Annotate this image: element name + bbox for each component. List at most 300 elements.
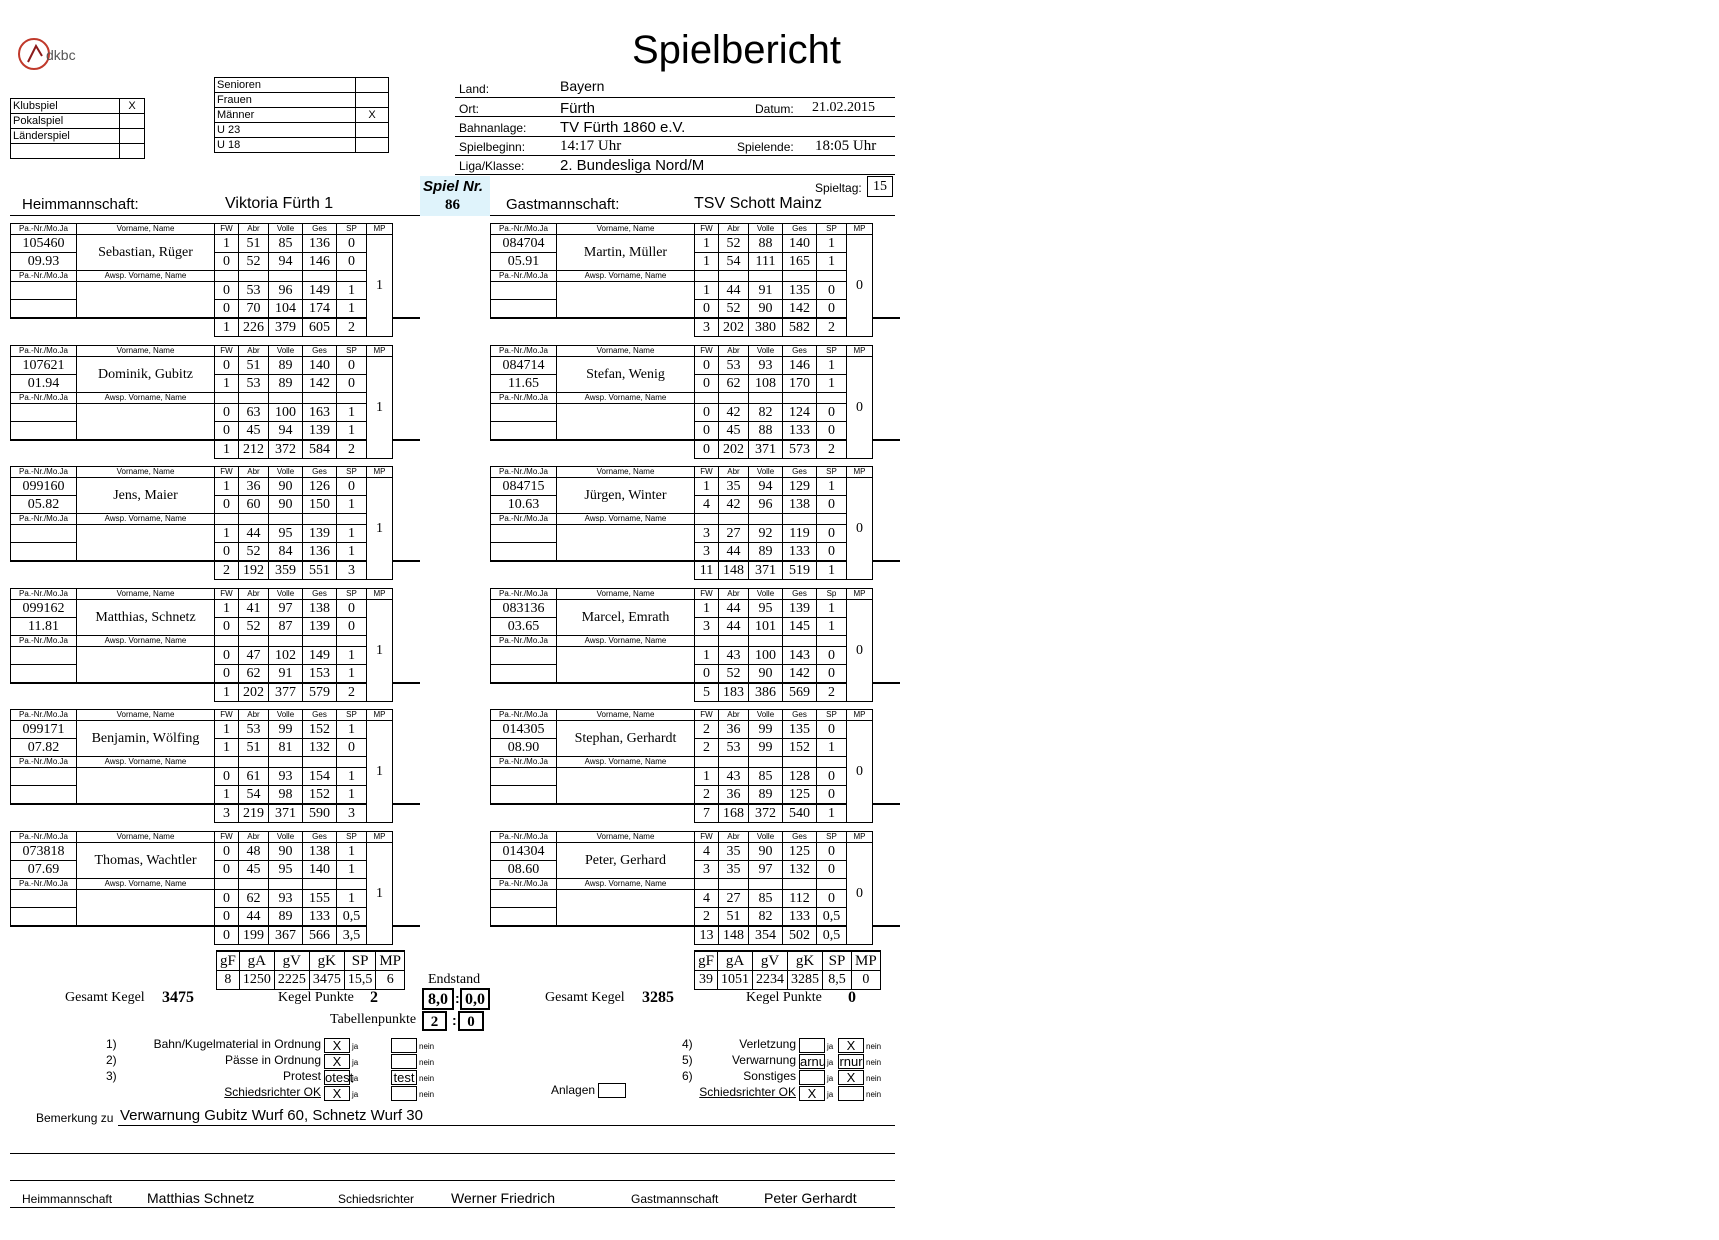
nein-label: nein [419, 1074, 435, 1083]
empty-cell [749, 392, 783, 403]
score-cell: 138 [783, 496, 817, 514]
empty-cell [269, 271, 303, 282]
guest-team-name: TSV Schott Mainz [694, 195, 823, 212]
sig-ref-name: Werner Friedrich [451, 1190, 555, 1206]
score-cell: 145 [783, 617, 817, 635]
empty-cell [303, 878, 337, 889]
score-cell: 1 [337, 786, 367, 805]
nein-label: nein [419, 1090, 435, 1099]
score-cell: 111 [749, 253, 783, 271]
total-mp-empty [393, 683, 421, 702]
sub-name-cell [77, 403, 215, 440]
score-cell: 53 [239, 721, 269, 739]
score-cell: 133 [783, 543, 817, 562]
anlagen-box[interactable] [598, 1083, 626, 1098]
player-birth: 08.60 [491, 860, 557, 878]
score-cell: 90 [749, 300, 783, 319]
check-number: 2) [106, 1053, 117, 1067]
score-cell: 1 [337, 496, 367, 514]
score-cell: 96 [269, 282, 303, 300]
land-value: Bayern [560, 78, 605, 94]
name-header: Vorname, Name [557, 588, 695, 599]
empty-cell [783, 271, 817, 282]
sub-name-header: Awsp. Vorname, Name [557, 271, 695, 282]
player-name: Sebastian, Rüger [77, 235, 215, 271]
total-cell: 359 [269, 561, 303, 580]
score-cell: 0 [337, 478, 367, 496]
total-cell: 3 [215, 804, 239, 823]
score-cell: 0 [817, 282, 847, 300]
sub-pa-header: Pa.-Nr./Mo.Ja [491, 757, 557, 768]
home-team-label: Heimmannschaft: [22, 196, 139, 213]
pa-header: Pa.-Nr./Mo.Ja [491, 710, 557, 721]
sum-header: gF [217, 951, 240, 971]
ges-header: Ges [783, 467, 817, 478]
score-cell: 44 [239, 525, 269, 543]
total-cell: 212 [239, 440, 269, 459]
pa-header: Pa.-Nr./Mo.Ja [11, 831, 77, 842]
score-cell: 108 [749, 374, 783, 392]
score-cell: 143 [783, 646, 817, 664]
score-cell: 35 [719, 842, 749, 860]
score-cell: 43 [719, 646, 749, 664]
total-spacer [491, 440, 695, 459]
total-cell: 2 [817, 683, 847, 702]
spielnr-label: Spiel Nr. [423, 178, 484, 195]
category-mark[interactable] [356, 93, 389, 108]
sub-name-cell [77, 646, 215, 683]
score-cell: 36 [719, 786, 749, 805]
sub-pa-header: Pa.-Nr./Mo.Ja [11, 878, 77, 889]
total-cell: 219 [239, 804, 269, 823]
score-cell: 70 [239, 300, 269, 319]
total-cell: 584 [303, 440, 337, 459]
score-cell: 35 [719, 478, 749, 496]
total-cell: 1 [817, 804, 847, 823]
score-cell: 91 [269, 664, 303, 683]
score-cell: 1 [215, 525, 239, 543]
score-cell: 149 [303, 282, 337, 300]
total-cell: 1 [817, 561, 847, 580]
score-cell: 1 [215, 478, 239, 496]
total-mp-empty [393, 318, 421, 337]
score-cell: 1 [337, 664, 367, 683]
total-spacer [11, 926, 215, 945]
ende-value: 18:05 Uhr [815, 138, 877, 154]
total-cell: 371 [749, 440, 783, 459]
total-spacer [491, 318, 695, 337]
mp-header: MP [367, 224, 393, 235]
bahn-value: TV Fürth 1860 e.V. [560, 119, 686, 136]
sum-header: MP [376, 951, 405, 971]
player-mp: 0 [847, 356, 873, 458]
ja-label: ja [827, 1058, 834, 1067]
spieltag-value: 15 [867, 176, 893, 197]
total-cell: 192 [239, 561, 269, 580]
total-cell: 502 [783, 926, 817, 945]
player-mp: 0 [847, 478, 873, 580]
score-cell: 0 [817, 889, 847, 907]
total-cell: 1 [215, 683, 239, 702]
score-cell: 45 [239, 860, 269, 878]
player-pass-number: 073818 [11, 842, 77, 860]
score-cell: 94 [749, 478, 783, 496]
empty-cell [695, 392, 719, 403]
check-ja-box[interactable] [799, 1070, 825, 1085]
sub-pa-header: Pa.-Nr./Mo.Ja [11, 392, 77, 403]
score-cell: 150 [303, 496, 337, 514]
score-cell: 62 [719, 374, 749, 392]
score-cell: 102 [269, 646, 303, 664]
ges-header: Ges [783, 831, 817, 842]
score-cell: 54 [239, 786, 269, 805]
game-type-label [11, 144, 120, 159]
score-cell: 0 [215, 860, 239, 878]
player-birth: 08.90 [491, 739, 557, 757]
sub-name-cell [557, 403, 695, 440]
sum-header: gF [695, 951, 718, 971]
score-cell: 133 [303, 907, 337, 926]
endstand-guest: 0,0 [460, 988, 490, 1010]
player-pass-number: 084714 [491, 356, 557, 374]
sig-home-name: Matthias Schnetz [147, 1190, 255, 1206]
check-nein-box[interactable]: rnur [839, 1054, 863, 1069]
score-cell: 0 [817, 721, 847, 739]
score-cell: 90 [269, 496, 303, 514]
name-header: Vorname, Name [77, 345, 215, 356]
sub-pass-cell [491, 543, 557, 562]
sub-pass-cell [491, 282, 557, 300]
volle-header: Volle [269, 710, 303, 721]
name-header: Vorname, Name [77, 588, 215, 599]
check-nein-box[interactable] [391, 1038, 417, 1053]
total-cell: 183 [719, 683, 749, 702]
pa-header: Pa.-Nr./Mo.Ja [11, 710, 77, 721]
empty-cell [817, 514, 847, 525]
ges-header: Ges [303, 467, 337, 478]
total-mp-empty [393, 440, 421, 459]
empty-cell [337, 878, 367, 889]
score-cell: 89 [749, 786, 783, 805]
ges-header: Ges [783, 710, 817, 721]
volle-header: Volle [269, 224, 303, 235]
total-mp-empty [873, 804, 901, 823]
volle-header: Volle [749, 224, 783, 235]
total-cell: 569 [783, 683, 817, 702]
score-cell: 1 [215, 721, 239, 739]
ges-header: Ges [783, 588, 817, 599]
score-cell: 1 [695, 768, 719, 786]
ja-label: ja [352, 1058, 359, 1067]
total-cell: 11 [695, 561, 719, 580]
score-cell: 140 [783, 235, 817, 253]
empty-cell [303, 757, 337, 768]
score-cell: 3 [695, 617, 719, 635]
check-ja-box[interactable]: X [324, 1086, 350, 1101]
total-mp-empty [873, 318, 901, 337]
total-spacer [491, 561, 695, 580]
bemerkung-value[interactable]: Verwarnung Gubitz Wurf 60, Schnetz Wurf 30 [120, 1107, 423, 1124]
volle-header: Volle [269, 467, 303, 478]
player-mp: 0 [847, 721, 873, 823]
home-gesamt-label: Gesamt Kegel [65, 990, 145, 1005]
score-cell: 142 [783, 664, 817, 683]
score-cell: 44 [719, 543, 749, 562]
score-cell: 1 [337, 768, 367, 786]
check-ja-box[interactable]: otest [325, 1070, 354, 1085]
total-cell: 367 [269, 926, 303, 945]
total-spacer [11, 804, 215, 823]
score-cell: 0 [817, 646, 847, 664]
empty-cell [239, 757, 269, 768]
sum-header: MP [852, 951, 881, 971]
score-cell: 139 [303, 617, 337, 635]
sub-pa-header: Pa.-Nr./Mo.Ja [11, 514, 77, 525]
total-cell: 2 [337, 683, 367, 702]
player-pass-number: 099160 [11, 478, 77, 496]
player-mp: 0 [847, 599, 873, 701]
empty-cell [695, 757, 719, 768]
game-type-mark[interactable]: X [120, 99, 145, 114]
score-cell: 42 [719, 496, 749, 514]
name-header: Vorname, Name [557, 710, 695, 721]
total-cell: 551 [303, 561, 337, 580]
empty-cell [215, 271, 239, 282]
total-spacer [491, 926, 695, 945]
score-cell: 1 [215, 786, 239, 805]
ja-label: ja [352, 1074, 359, 1083]
check-nein-box[interactable] [838, 1086, 864, 1101]
sub-pass-cell [11, 907, 77, 926]
player-name: Jens, Maier [77, 478, 215, 514]
score-cell: 0 [817, 300, 847, 319]
total-spacer [11, 683, 215, 702]
home-kp-value: 2 [370, 989, 378, 1006]
player-birth: 05.82 [11, 496, 77, 514]
score-cell: 42 [719, 403, 749, 421]
total-cell: 3 [695, 318, 719, 337]
pa-header: Pa.-Nr./Mo.Ja [491, 831, 557, 842]
game-type-mark[interactable] [120, 144, 145, 159]
check-ja-box[interactable]: X [324, 1054, 350, 1069]
category-mark[interactable] [356, 78, 389, 93]
ort-label: Ort: [459, 102, 479, 116]
score-cell: 0 [695, 374, 719, 392]
score-cell: 52 [239, 253, 269, 271]
abr-header: Abr [719, 710, 749, 721]
score-cell: 1 [337, 282, 367, 300]
check-nein-box[interactable]: X [838, 1070, 864, 1085]
total-mp-empty [873, 926, 901, 945]
score-cell: 4 [695, 889, 719, 907]
score-cell: 1 [337, 860, 367, 878]
check-nein-box[interactable]: test [391, 1070, 417, 1085]
score-cell: 93 [749, 356, 783, 374]
score-cell: 44 [719, 617, 749, 635]
check-nein-box[interactable]: X [838, 1038, 864, 1053]
player-mp: 0 [847, 842, 873, 944]
pa-header: Pa.-Nr./Mo.Ja [491, 345, 557, 356]
home-player-block [10, 709, 420, 830]
player-birth: 01.94 [11, 374, 77, 392]
abr-header: Abr [239, 345, 269, 356]
score-cell: 36 [719, 721, 749, 739]
sub-pa-header: Pa.-Nr./Mo.Ja [491, 271, 557, 282]
fw-header: FW [215, 710, 239, 721]
volle-header: Volle [749, 588, 783, 599]
empty-cell [719, 757, 749, 768]
mp-header: MP [847, 345, 873, 356]
total-cell: 2 [215, 561, 239, 580]
total-cell: 566 [303, 926, 337, 945]
pa-header: Pa.-Nr./Mo.Ja [491, 588, 557, 599]
datum-value: 21.02.2015 [812, 100, 875, 115]
game-type-mark[interactable] [120, 129, 145, 144]
score-cell: 0 [215, 842, 239, 860]
ges-header: Ges [303, 588, 337, 599]
score-cell: 149 [303, 646, 337, 664]
sig-guest-name: Peter Gerhardt [764, 1190, 857, 1206]
empty-cell [303, 271, 337, 282]
endstand-label: Endstand [428, 972, 481, 987]
abr-header: Abr [719, 224, 749, 235]
check-nein-box[interactable] [391, 1086, 417, 1101]
score-cell: 0 [215, 889, 239, 907]
ja-label: ja [827, 1090, 834, 1099]
check-ja-box[interactable]: X [799, 1086, 825, 1101]
guest-player-block [490, 345, 900, 466]
score-cell: 0 [337, 356, 367, 374]
mp-header: MP [367, 710, 393, 721]
sub-name-cell [77, 525, 215, 562]
score-cell: 52 [719, 300, 749, 319]
total-cell: 3,5 [337, 926, 367, 945]
empty-cell [337, 757, 367, 768]
score-cell: 99 [749, 739, 783, 757]
check-label: Verletzung [739, 1037, 796, 1051]
sp-header: SP [817, 224, 847, 235]
score-cell: 0 [817, 860, 847, 878]
score-cell: 1 [337, 646, 367, 664]
sub-pa-header: Pa.-Nr./Mo.Ja [11, 635, 77, 646]
score-cell: 0 [215, 617, 239, 635]
score-cell: 0 [215, 356, 239, 374]
score-cell: 0 [817, 768, 847, 786]
sub-pass-cell [11, 300, 77, 319]
mp-header: MP [847, 710, 873, 721]
check-ja-box[interactable]: arnu [800, 1054, 827, 1069]
ja-label: ja [827, 1042, 834, 1051]
sum-header: gK [309, 951, 344, 971]
check-number: 1) [106, 1037, 117, 1051]
sub-name-cell [557, 282, 695, 319]
score-cell: 89 [749, 543, 783, 562]
check-ja-box[interactable] [799, 1038, 825, 1053]
category-mark[interactable] [356, 123, 389, 138]
total-cell: 202 [719, 318, 749, 337]
abr-header: Abr [239, 831, 269, 842]
ende-label: Spielende: [737, 140, 794, 154]
total-cell: 202 [239, 683, 269, 702]
category-mark[interactable]: X [356, 108, 389, 123]
score-cell: 170 [783, 374, 817, 392]
score-cell: 84 [269, 543, 303, 562]
fw-header: FW [695, 345, 719, 356]
game-type-mark[interactable] [120, 114, 145, 129]
total-cell: 202 [719, 440, 749, 459]
score-cell: 1 [817, 599, 847, 617]
score-cell: 53 [239, 282, 269, 300]
fw-header: FW [695, 710, 719, 721]
score-cell: 60 [239, 496, 269, 514]
player-birth: 07.69 [11, 860, 77, 878]
sub-pass-cell [491, 525, 557, 543]
sub-pass-cell [11, 768, 77, 786]
ges-header: Ges [303, 224, 337, 235]
home-player-block [10, 223, 420, 344]
score-cell: 0 [215, 907, 239, 926]
land-label: Land: [459, 82, 490, 96]
score-cell: 152 [303, 721, 337, 739]
score-cell: 1 [817, 356, 847, 374]
check-ja-box[interactable]: X [324, 1038, 350, 1053]
guest-player-block [490, 831, 900, 952]
score-cell: 1 [337, 842, 367, 860]
pa-header: Pa.-Nr./Mo.Ja [491, 224, 557, 235]
check-nein-box[interactable] [391, 1054, 417, 1069]
score-cell: 0 [695, 664, 719, 683]
nein-label: nein [419, 1058, 435, 1067]
empty-cell [719, 514, 749, 525]
player-birth: 11.81 [11, 617, 77, 635]
player-birth: 05.91 [491, 253, 557, 271]
empty-cell [269, 635, 303, 646]
total-cell: 3 [337, 561, 367, 580]
guest-player-block [490, 466, 900, 587]
player-name: Matthias, Schnetz [77, 599, 215, 635]
total-cell: 2 [817, 318, 847, 337]
sub-name-header: Awsp. Vorname, Name [77, 514, 215, 525]
sub-name-header: Awsp. Vorname, Name [557, 392, 695, 403]
score-cell: 0 [337, 253, 367, 271]
endstand-colon: : [455, 990, 460, 1006]
guest-gesamt-value: 3285 [642, 989, 674, 1006]
check-number: 3) [106, 1069, 117, 1083]
score-cell: 0 [695, 403, 719, 421]
score-cell: 1 [337, 721, 367, 739]
empty-cell [817, 878, 847, 889]
mp-header: MP [847, 467, 873, 478]
sub-name-header: Awsp. Vorname, Name [557, 757, 695, 768]
total-cell: 2 [337, 440, 367, 459]
score-cell: 1 [215, 235, 239, 253]
home-player-block [10, 588, 420, 709]
player-birth: 09.93 [11, 253, 77, 271]
sum-value: 3285 [788, 971, 823, 990]
page-title: Spielbericht [632, 28, 842, 72]
sub-name-header: Awsp. Vorname, Name [77, 878, 215, 889]
score-cell: 101 [749, 617, 783, 635]
score-cell: 85 [749, 768, 783, 786]
sub-name-cell [557, 646, 695, 683]
category-label: Männer [215, 108, 356, 123]
total-cell: 168 [719, 804, 749, 823]
total-cell: 13 [695, 926, 719, 945]
player-mp: 1 [367, 842, 393, 944]
empty-cell [719, 878, 749, 889]
category-mark[interactable] [356, 138, 389, 153]
datum-label: Datum: [755, 102, 794, 116]
